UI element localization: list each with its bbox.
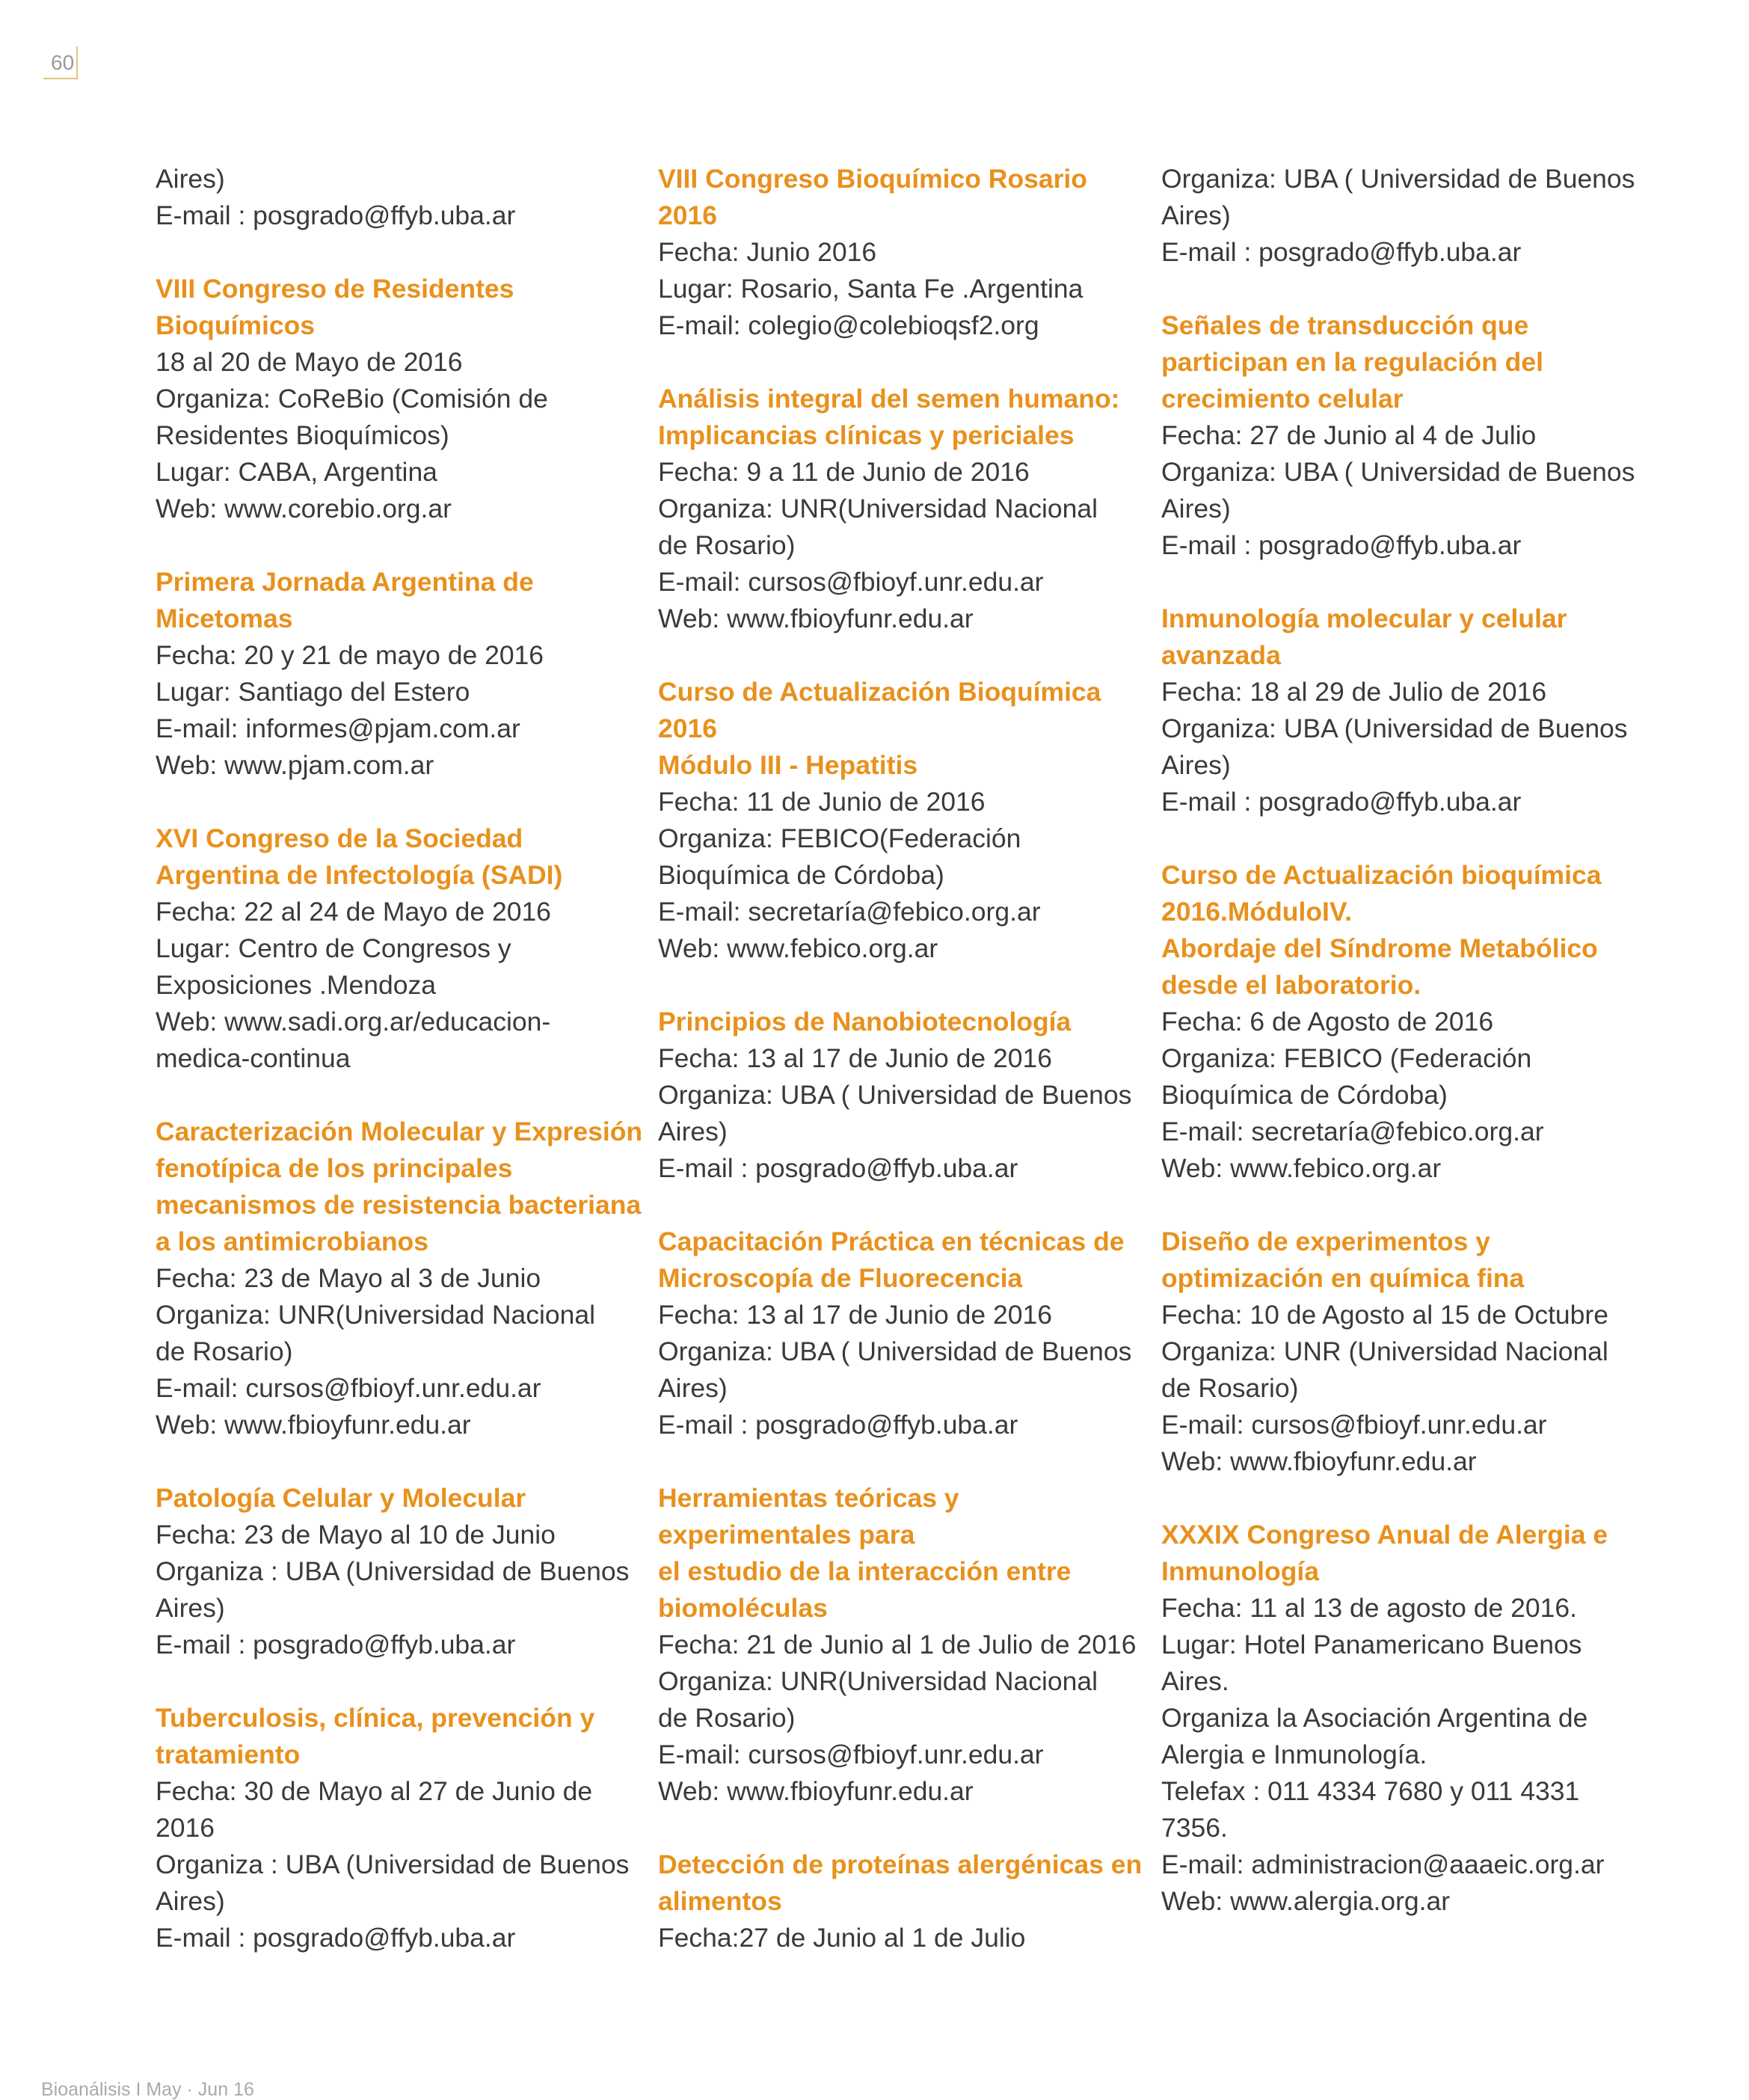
event-detail-line: Fecha: 6 de Agosto de 2016 <box>1161 1007 1494 1037</box>
column-1 <box>156 161 643 1956</box>
entry-spacer <box>1161 564 1610 601</box>
event-entry <box>658 381 1120 637</box>
event-detail-line: E-mail : posgrado@ffyb.uba.ar <box>156 1630 516 1660</box>
event-detail-line: Organiza : UBA (Universidad de Buenos <box>156 1556 630 1586</box>
event-entry <box>156 820 604 1077</box>
event-detail-line: Lugar: Centro de Congresos y <box>156 933 511 963</box>
entry-spacer <box>658 637 1107 674</box>
event-detail-line: Organiza: UBA ( Universidad de Buenos <box>658 1336 1132 1366</box>
event-detail-line: Fecha: 11 al 13 de agosto de 2016. <box>1161 1593 1577 1623</box>
event-detail-line: E-mail : posgrado@ffyb.uba.ar <box>1161 530 1522 560</box>
event-detail-line: Organiza : UBA (Universidad de Buenos <box>156 1849 630 1879</box>
event-detail-line: Fecha: 10 de Agosto al 15 de Octubre <box>1161 1300 1608 1330</box>
page-number: 60 <box>43 46 78 79</box>
event-detail-line: E-mail: secretaría@febico.org.ar <box>1161 1117 1544 1146</box>
event-title-line: Principios de Nanobiotecnología <box>658 1007 1072 1037</box>
event-detail-line: Aires) <box>658 1373 728 1403</box>
event-entry <box>156 1700 630 1956</box>
event-detail-line: E-mail : posgrado@ffyb.uba.ar <box>156 1923 516 1953</box>
event-detail-line: Aires) <box>1161 200 1231 230</box>
event-detail-line: Web: www.alergia.org.ar <box>1161 1886 1451 1916</box>
event-detail-line: E-mail: colegio@colebioqsf2.org <box>658 310 1039 340</box>
event-detail-line: Lugar: Hotel Panamericano Buenos <box>1161 1630 1582 1660</box>
entry-spacer <box>156 1077 604 1114</box>
event-entry <box>156 161 604 234</box>
event-detail-line: Web: www.febico.org.ar <box>658 933 938 963</box>
event-detail-line: de Rosario) <box>658 530 796 560</box>
event-detail-line: Organiza: UNR(Universidad Nacional <box>156 1300 595 1330</box>
event-detail-line: Residentes Bioquímicos) <box>156 420 449 450</box>
event-detail-line: E-mail: informes@pjam.com.ar <box>156 713 520 743</box>
event-title-line: Bioquímicos <box>156 310 316 340</box>
event-detail-line: Fecha: 23 de Mayo al 10 de Junio <box>156 1520 556 1550</box>
event-detail-line: 2016 <box>156 1813 215 1843</box>
event-detail-line: Telefax : 011 4334 7680 y 011 4331 <box>1161 1776 1580 1806</box>
event-detail-line: Lugar: CABA, Argentina <box>156 457 437 487</box>
event-title-line: 2016 <box>658 713 717 743</box>
entry-spacer <box>658 344 1107 381</box>
event-detail-line: de Rosario) <box>658 1703 796 1733</box>
event-detail-line: E-mail : posgrado@ffyb.uba.ar <box>1161 237 1522 267</box>
event-detail-line: Web: www.corebio.org.ar <box>156 494 452 524</box>
event-detail-line: Fecha: 20 y 21 de mayo de 2016 <box>156 640 544 670</box>
event-detail-line: E-mail : posgrado@ffyb.uba.ar <box>658 1410 1018 1440</box>
entry-spacer <box>156 527 604 564</box>
event-detail-line: E-mail: secretaría@febico.org.ar <box>658 897 1041 927</box>
event-detail-line: Fecha: 23 de Mayo al 3 de Junio <box>156 1263 541 1293</box>
event-entry <box>156 1480 630 1663</box>
event-title-line: Módulo III - Hepatitis <box>658 750 918 780</box>
event-detail-line: Fecha: 27 de Junio al 4 de Julio <box>1161 420 1537 450</box>
event-detail-line: Aires) <box>1161 750 1231 780</box>
event-entry <box>1161 1224 1610 1480</box>
event-title-line: 2016.MóduloIV. <box>1161 897 1353 927</box>
event-detail-line: Fecha: 13 al 17 de Junio de 2016 <box>658 1043 1052 1073</box>
event-title-line: Diseño de experimentos y <box>1161 1226 1490 1256</box>
column-2 <box>658 161 1143 1956</box>
event-entry <box>658 1846 1143 1956</box>
event-detail-line: Web: www.fbioyfunr.edu.ar <box>658 1776 974 1806</box>
event-detail-line: Exposiciones .Mendoza <box>156 970 436 1000</box>
event-detail-line: Bioquímica de Córdoba) <box>658 860 944 890</box>
event-detail-line: Organiza: UBA ( Universidad de Buenos <box>1161 457 1635 487</box>
event-title-line: desde el laboratorio. <box>1161 970 1421 1000</box>
event-title-line: Capacitación Práctica en técnicas de <box>658 1226 1125 1256</box>
event-entry <box>156 564 604 784</box>
event-detail-line: Aires) <box>156 1886 225 1916</box>
event-title-line: Análisis integral del semen humano: <box>658 384 1120 414</box>
event-title-line: XXXIX Congreso Anual de Alergia e <box>1161 1520 1608 1550</box>
event-detail-line: Fecha: 22 al 24 de Mayo de 2016 <box>156 897 551 927</box>
event-title-line: fenotípica de los principales <box>156 1153 513 1183</box>
event-detail-line: Fecha: 13 al 17 de Junio de 2016 <box>658 1300 1052 1330</box>
event-title-line: Señales de transducción que <box>1161 310 1529 340</box>
event-title-line: Inmunología molecular y celular <box>1161 604 1567 633</box>
event-detail-line: Web: www.febico.org.ar <box>1161 1153 1442 1183</box>
event-title-line: experimentales para <box>658 1520 915 1550</box>
event-detail-line: Alergia e Inmunología. <box>1161 1740 1427 1769</box>
event-detail-line: Organiza: UNR(Universidad Nacional <box>658 1666 1098 1696</box>
event-title-line: 2016 <box>658 200 717 230</box>
event-detail-line: Web: www.fbioyfunr.edu.ar <box>658 604 974 633</box>
event-title-line: Patología Celular y Molecular <box>156 1483 526 1513</box>
event-entry <box>658 1004 1132 1187</box>
event-title-line: Inmunología <box>1161 1556 1320 1586</box>
event-title-line: VIII Congreso Bioquímico Rosario <box>658 164 1087 194</box>
entry-spacer <box>156 784 604 820</box>
event-entry <box>658 1480 1137 1810</box>
event-title-line: alimentos <box>658 1886 782 1916</box>
event-entry <box>658 1224 1132 1443</box>
event-detail-line: E-mail: cursos@fbioyf.unr.edu.ar <box>1161 1410 1547 1440</box>
entry-spacer <box>156 1443 604 1480</box>
event-detail-line: Fecha: 21 de Junio al 1 de Julio de 2016 <box>658 1630 1137 1660</box>
entry-spacer <box>1161 271 1610 307</box>
event-title-line: Caracterización Molecular y Expresión <box>156 1117 643 1146</box>
event-title-line: mecanismos de resistencia bacteriana <box>156 1190 642 1220</box>
entry-spacer <box>1161 820 1610 857</box>
event-detail-line: Organiza: UBA (Universidad de Buenos <box>1161 713 1628 743</box>
event-detail-line: medica-continua <box>156 1043 351 1073</box>
event-detail-line: Fecha: 11 de Junio de 2016 <box>658 787 986 817</box>
event-detail-line: E-mail : posgrado@ffyb.uba.ar <box>1161 787 1522 817</box>
event-detail-line: Fecha: 9 a 11 de Junio de 2016 <box>658 457 1030 487</box>
event-detail-line: Organiza: FEBICO(Federación <box>658 823 1021 853</box>
event-title-line: Implicancias clínicas y periciales <box>658 420 1075 450</box>
event-title-line: Primera Jornada Argentina de <box>156 567 534 597</box>
event-detail-line: Web: www.pjam.com.ar <box>156 750 434 780</box>
event-detail-line: Organiza la Asociación Argentina de <box>1161 1703 1588 1733</box>
entry-spacer <box>658 1443 1107 1480</box>
event-detail-line: 7356. <box>1161 1813 1228 1843</box>
event-detail-line: E-mail: administracion@aaaeic.org.ar <box>1161 1849 1605 1879</box>
event-detail-line: Web: www.sadi.org.ar/educacion- <box>156 1007 551 1037</box>
event-title-line: Microscopía de Fluorecencia <box>658 1263 1023 1293</box>
event-title-line: el estudio de la interacción entre <box>658 1556 1072 1586</box>
event-title-line: crecimiento celular <box>1161 384 1404 414</box>
column-3 <box>1161 161 1635 1920</box>
event-title-line: Curso de Actualización Bioquímica <box>658 677 1101 707</box>
event-title-line: Tuberculosis, clínica, prevención y <box>156 1703 595 1733</box>
event-detail-line: E-mail: cursos@fbioyf.unr.edu.ar <box>156 1373 541 1403</box>
event-title-line: biomoléculas <box>658 1593 828 1623</box>
event-detail-line: Aires) <box>658 1117 728 1146</box>
footer: Bioanálisis I May · Jun 16 <box>41 2079 254 2100</box>
event-detail-line: Organiza: UBA ( Universidad de Buenos <box>658 1080 1132 1110</box>
event-detail-line: Aires) <box>156 1593 225 1623</box>
event-title-line: Detección de proteínas alergénicas en <box>658 1849 1143 1879</box>
event-title-line: XVI Congreso de la Sociedad <box>156 823 523 853</box>
event-title-line: Herramientas teóricas y <box>658 1483 959 1513</box>
event-detail-line: Lugar: Santiago del Estero <box>156 677 470 707</box>
event-entry <box>156 1114 643 1443</box>
event-detail-line: Aires) <box>1161 494 1231 524</box>
event-detail-line: Aires) <box>156 164 225 194</box>
entry-spacer <box>658 967 1107 1004</box>
entry-spacer <box>658 1810 1107 1846</box>
event-title-line: Micetomas <box>156 604 293 633</box>
event-entry <box>658 161 1107 344</box>
event-detail-line: Bioquímica de Córdoba) <box>1161 1080 1448 1110</box>
event-entry <box>1161 1517 1610 1920</box>
event-title-line: Argentina de Infectología (SADI) <box>156 860 563 890</box>
event-detail-line: Fecha:27 de Junio al 1 de Julio <box>658 1923 1026 1953</box>
event-title-line: VIII Congreso de Residentes <box>156 274 514 304</box>
event-detail-line: Organiza: UNR(Universidad Nacional <box>658 494 1098 524</box>
event-detail-line: Organiza: CoReBio (Comisión de <box>156 384 548 414</box>
event-detail-line: E-mail: cursos@fbioyf.unr.edu.ar <box>658 1740 1044 1769</box>
event-title-line: participan en la regulación del <box>1161 347 1543 377</box>
event-detail-line: Organiza: FEBICO (Federación <box>1161 1043 1532 1073</box>
event-title-line: optimización en química fina <box>1161 1263 1525 1293</box>
event-detail-line: Web: www.fbioyfunr.edu.ar <box>156 1410 471 1440</box>
event-entry <box>1161 307 1635 564</box>
event-title-line: a los antimicrobianos <box>156 1226 428 1256</box>
event-title-line: avanzada <box>1161 640 1281 670</box>
event-detail-line: E-mail : posgrado@ffyb.uba.ar <box>658 1153 1018 1183</box>
event-entry <box>1161 857 1610 1187</box>
event-entry <box>1161 601 1628 820</box>
event-detail-line: Organiza: UNR (Universidad Nacional <box>1161 1336 1608 1366</box>
event-detail-line: Lugar: Rosario, Santa Fe .Argentina <box>658 274 1083 304</box>
entry-spacer <box>1161 1480 1610 1517</box>
event-detail-line: Fecha: 30 de Mayo al 27 de Junio de <box>156 1776 593 1806</box>
event-detail-line: de Rosario) <box>1161 1373 1299 1403</box>
event-detail-line: de Rosario) <box>156 1336 293 1366</box>
entry-spacer <box>156 1663 604 1700</box>
event-title-line: Abordaje del Síndrome Metabólico <box>1161 933 1598 963</box>
event-detail-line: 18 al 20 de Mayo de 2016 <box>156 347 463 377</box>
event-title-line: tratamiento <box>156 1740 301 1769</box>
event-detail-line: Fecha: 18 al 29 de Julio de 2016 <box>1161 677 1547 707</box>
event-detail-line: Organiza: UBA ( Universidad de Buenos <box>1161 164 1635 194</box>
event-entry <box>156 271 604 527</box>
event-title-line: Curso de Actualización bioquímica <box>1161 860 1602 890</box>
event-detail-line: E-mail: cursos@fbioyf.unr.edu.ar <box>658 567 1044 597</box>
event-detail-line: E-mail : posgrado@ffyb.uba.ar <box>156 200 516 230</box>
event-entry <box>658 674 1107 967</box>
entry-spacer <box>658 1187 1107 1224</box>
event-detail-line: Web: www.fbioyfunr.edu.ar <box>1161 1446 1477 1476</box>
entry-spacer <box>156 234 604 271</box>
event-detail-line: Fecha: Junio 2016 <box>658 237 877 267</box>
event-detail-line: Aires. <box>1161 1666 1229 1696</box>
event-entry <box>1161 161 1635 271</box>
entry-spacer <box>1161 1187 1610 1224</box>
